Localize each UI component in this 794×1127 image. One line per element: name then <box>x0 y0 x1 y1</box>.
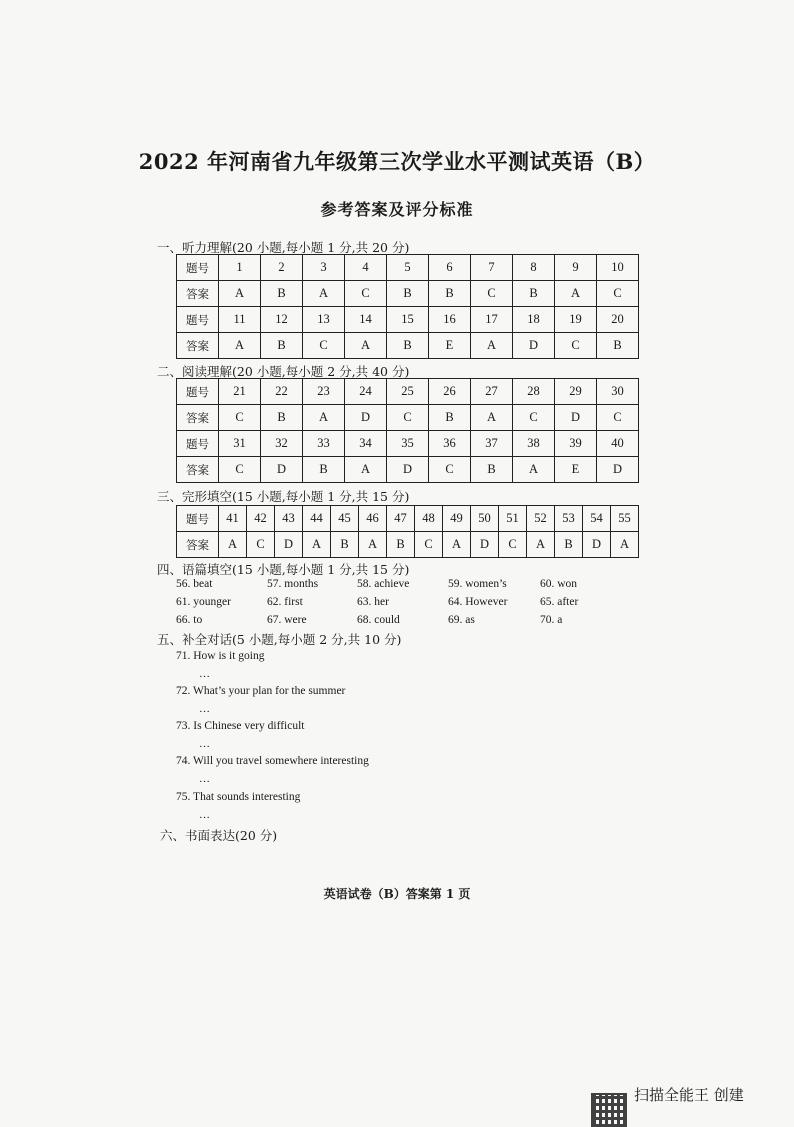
table-cell: C <box>597 405 639 431</box>
table-cell: 43 <box>275 506 303 532</box>
table-cell: B <box>429 281 471 307</box>
list-item: 64. However <box>448 596 508 608</box>
table-cell: D <box>387 457 429 483</box>
table-cell: A <box>527 532 555 558</box>
table-cell: A <box>303 405 345 431</box>
table-cell: 13 <box>303 307 345 333</box>
list-item: 69. as <box>448 614 475 626</box>
table-cell: 6 <box>429 255 471 281</box>
list-item: 60. won <box>540 578 578 590</box>
table-cell: 3 <box>303 255 345 281</box>
qr-code-icon <box>593 1095 625 1127</box>
table-cell: A <box>219 281 261 307</box>
list-item: 62. first <box>267 596 303 608</box>
table-cell: 53 <box>555 506 583 532</box>
table-cell: 36 <box>429 431 471 457</box>
row-label: 题号 <box>177 379 219 405</box>
table-cell: 51 <box>499 506 527 532</box>
table-cell: 35 <box>387 431 429 457</box>
list-item: 61. younger <box>176 596 231 608</box>
section-1-heading: 一、听力理解(20 小题,每小题 1 分,共 20 分) <box>157 240 410 255</box>
page-subtitle: 参考答案及评分标准 <box>320 200 474 219</box>
table-cell: 45 <box>331 506 359 532</box>
table-cell: 40 <box>597 431 639 457</box>
table-cell: C <box>499 532 527 558</box>
table-cell: 31 <box>219 431 261 457</box>
passage-fill-answers <box>176 576 606 629</box>
table-cell: 48 <box>415 506 443 532</box>
table-cell: 9 <box>555 255 597 281</box>
reading-answer-table <box>176 378 639 483</box>
list-item: 56. beat <box>176 578 213 590</box>
table-cell: 49 <box>443 506 471 532</box>
table-cell: A <box>219 532 247 558</box>
table-cell: C <box>415 532 443 558</box>
table-cell: 17 <box>471 307 513 333</box>
table-cell: D <box>555 405 597 431</box>
table-cell: C <box>555 333 597 359</box>
list-item: 68. could <box>357 614 400 626</box>
row-label: 题号 <box>177 307 219 333</box>
table-cell: D <box>597 457 639 483</box>
table-cell: 16 <box>429 307 471 333</box>
table-cell: 1 <box>219 255 261 281</box>
listening-answer-table <box>176 254 639 359</box>
row-label: 题号 <box>177 255 219 281</box>
dialogue-answer: 75. That sounds interesting <box>176 791 301 803</box>
list-item: 65. after <box>540 596 579 608</box>
table-cell: E <box>429 333 471 359</box>
table-cell: A <box>471 333 513 359</box>
table-cell: A <box>443 532 471 558</box>
table-cell: 55 <box>611 506 639 532</box>
table-cell: D <box>261 457 303 483</box>
table-row <box>177 431 639 457</box>
table-cell: 2 <box>261 255 303 281</box>
table-cell: 11 <box>219 307 261 333</box>
table-cell: 23 <box>303 379 345 405</box>
table-cell: B <box>597 333 639 359</box>
table-row <box>177 379 639 405</box>
table-cell: 27 <box>471 379 513 405</box>
table-row <box>177 532 639 558</box>
table-cell: 20 <box>597 307 639 333</box>
table-cell: B <box>331 532 359 558</box>
table-cell: 28 <box>513 379 555 405</box>
table-cell: 5 <box>387 255 429 281</box>
table-cell: C <box>219 457 261 483</box>
section-2-heading: 二、阅读理解(20 小题,每小题 2 分,共 40 分) <box>157 364 410 379</box>
table-cell: 32 <box>261 431 303 457</box>
table-cell: 14 <box>345 307 387 333</box>
table-cell: B <box>261 405 303 431</box>
list-item: 66. to <box>176 614 203 626</box>
table-cell: 25 <box>387 379 429 405</box>
dialogue-answer: 73. Is Chinese very difficult <box>176 720 305 732</box>
table-cell: 7 <box>471 255 513 281</box>
section-6-heading: 六、书面表达(20 分) <box>160 828 278 843</box>
list-item: 57. months <box>267 578 319 590</box>
ellipsis: … <box>199 773 210 785</box>
table-row <box>177 281 639 307</box>
row-label: 题号 <box>177 431 219 457</box>
table-row <box>177 307 639 333</box>
ellipsis: … <box>199 668 210 680</box>
table-cell: 47 <box>387 506 415 532</box>
ellipsis: … <box>199 703 210 715</box>
table-cell: C <box>471 281 513 307</box>
ellipsis: … <box>199 809 210 821</box>
row-label: 答案 <box>177 333 219 359</box>
page-title: 2022 年河南省九年级第三次学业水平测试英语（B） <box>138 149 656 174</box>
list-item: 67. were <box>267 614 307 626</box>
table-cell: C <box>303 333 345 359</box>
table-cell: 10 <box>597 255 639 281</box>
table-cell: 37 <box>471 431 513 457</box>
list-item: 63. her <box>357 596 389 608</box>
table-cell: C <box>597 281 639 307</box>
table-cell: 39 <box>555 431 597 457</box>
table-cell: C <box>429 457 471 483</box>
table-cell: 46 <box>359 506 387 532</box>
dialogue-answer: 72. What’s your plan for the summer <box>176 685 346 697</box>
table-cell: 50 <box>471 506 499 532</box>
list-item: 58. achieve <box>357 578 410 590</box>
dialogue-answer: 71. How is it going <box>176 650 265 662</box>
table-cell: 34 <box>345 431 387 457</box>
list-item: 70. a <box>540 614 563 626</box>
table-cell: B <box>513 281 555 307</box>
table-cell: 12 <box>261 307 303 333</box>
section-4-heading: 四、语篇填空(15 小题,每小题 1 分,共 15 分) <box>157 562 410 577</box>
table-cell: 42 <box>247 506 275 532</box>
table-cell: A <box>219 333 261 359</box>
table-cell: B <box>303 457 345 483</box>
row-label: 答案 <box>177 281 219 307</box>
table-cell: 21 <box>219 379 261 405</box>
table-cell: C <box>345 281 387 307</box>
section-5-heading: 五、补全对话(5 小题,每小题 2 分,共 10 分) <box>157 632 402 647</box>
ellipsis: … <box>199 738 210 750</box>
table-cell: D <box>275 532 303 558</box>
table-cell: A <box>303 281 345 307</box>
table-cell: A <box>359 532 387 558</box>
list-item: 59. women’s <box>448 578 507 590</box>
table-cell: A <box>303 532 331 558</box>
table-cell: D <box>513 333 555 359</box>
scanner-watermark: 扫描全能王 创建 <box>634 1086 744 1104</box>
table-cell: 29 <box>555 379 597 405</box>
table-cell: 44 <box>303 506 331 532</box>
row-label: 答案 <box>177 457 219 483</box>
row-label: 答案 <box>177 405 219 431</box>
table-row <box>177 457 639 483</box>
table-cell: 22 <box>261 379 303 405</box>
table-row <box>177 255 639 281</box>
table-cell: B <box>261 333 303 359</box>
table-cell: C <box>513 405 555 431</box>
table-cell: B <box>387 333 429 359</box>
section-3-heading: 三、完形填空(15 小题,每小题 1 分,共 15 分) <box>157 489 410 504</box>
table-cell: 30 <box>597 379 639 405</box>
table-cell: C <box>387 405 429 431</box>
table-cell: A <box>345 457 387 483</box>
table-cell: E <box>555 457 597 483</box>
table-cell: 54 <box>583 506 611 532</box>
table-cell: A <box>471 405 513 431</box>
table-cell: A <box>513 457 555 483</box>
table-cell: 18 <box>513 307 555 333</box>
table-cell: 15 <box>387 307 429 333</box>
table-cell: 33 <box>303 431 345 457</box>
table-cell: B <box>429 405 471 431</box>
table-cell: B <box>261 281 303 307</box>
dialogue-answer: 74. Will you travel somewhere interesting <box>176 755 369 767</box>
table-cell: B <box>387 532 415 558</box>
row-label: 题号 <box>177 506 219 532</box>
table-cell: B <box>471 457 513 483</box>
page-footer: 英语试卷（B）答案第 1 页 <box>323 887 471 901</box>
table-cell: 26 <box>429 379 471 405</box>
table-cell: A <box>555 281 597 307</box>
table-cell: 38 <box>513 431 555 457</box>
table-cell: A <box>345 333 387 359</box>
table-cell: 24 <box>345 379 387 405</box>
row-label: 答案 <box>177 532 219 558</box>
cloze-answer-table <box>176 505 639 558</box>
table-cell: C <box>219 405 261 431</box>
table-cell: 52 <box>527 506 555 532</box>
table-cell: D <box>471 532 499 558</box>
table-row <box>177 506 639 532</box>
table-cell: D <box>583 532 611 558</box>
table-cell: 19 <box>555 307 597 333</box>
table-cell: 41 <box>219 506 247 532</box>
table-cell: B <box>555 532 583 558</box>
table-cell: 4 <box>345 255 387 281</box>
table-row <box>177 405 639 431</box>
table-cell: 8 <box>513 255 555 281</box>
table-cell: C <box>247 532 275 558</box>
table-cell: B <box>387 281 429 307</box>
table-row <box>177 333 639 359</box>
table-cell: D <box>345 405 387 431</box>
table-cell: A <box>611 532 639 558</box>
